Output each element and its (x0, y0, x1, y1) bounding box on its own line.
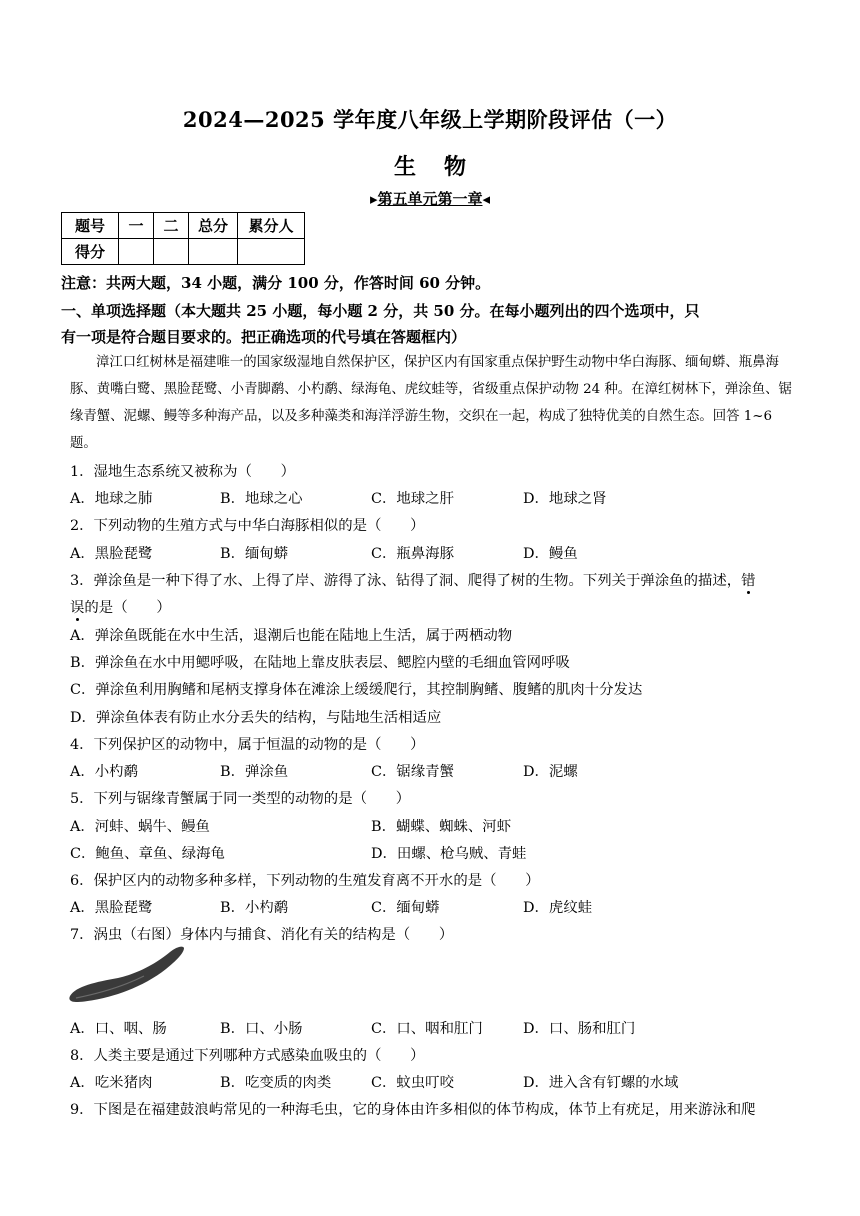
section1-heading-line1: 一、单项选择题（本大题共 25 小题，每小题 2 分，共 50 分。在每小题列出的四个选项中，只 (61, 302, 700, 320)
score-table-header-row (62, 213, 305, 239)
question-4-option-a: A．小杓鹬 (70, 764, 138, 780)
question-4-stem: 4．下列保护区的动物中，属于恒温的动物的是（ ） (70, 737, 425, 753)
unit-prefix-icon: ▸ (369, 190, 378, 208)
emphasis-char: 误 (70, 600, 85, 616)
question-2-option-c: C．瓶鼻海豚 (371, 546, 454, 562)
score-cell: 题号 (62, 213, 119, 239)
unit-text: 第五单元第一章 (377, 190, 483, 208)
score-cell: 一 (119, 213, 154, 239)
question-7-option-c: C．口、咽和肛门 (371, 1021, 483, 1037)
question-8-option-d: D．进入含有钉螺的水域 (523, 1075, 679, 1091)
question-3-stem-text: 的是（ ） (84, 600, 171, 616)
question-3-option-b: B．弹涂鱼在水中用鳃呼吸，在陆地上靠皮肤表层、鳃腔内壁的毛细血管网呼吸 (70, 655, 570, 671)
question-8-stem: 8．人类主要是通过下列哪种方式感染血吸虫的（ ） (70, 1048, 425, 1064)
question-1-option-d: D．地球之肾 (523, 491, 607, 507)
unit-suffix-icon: ◂ (482, 190, 491, 208)
question-1-stem: 1．湿地生态系统又被称为（ ） (70, 464, 296, 480)
question-6-option-a: A．黑脸琵鹭 (70, 900, 153, 916)
score-input-cell[interactable] (189, 239, 238, 265)
question-4-option-c: C．锯缘青蟹 (371, 764, 454, 780)
question-1-option-b: B．地球之心 (220, 491, 303, 507)
question-3-option-d: D．弹涂鱼体表有防止水分丢失的结构，与陆地生活相适应 (70, 710, 442, 726)
score-input-cell[interactable] (154, 239, 189, 265)
score-cell: 累分人 (238, 213, 305, 239)
question-8-option-b: B．吃变质的肉类 (220, 1075, 332, 1091)
score-cell: 二 (154, 213, 189, 239)
question-9-stem: 9．下图是在福建鼓浪屿常见的一种海毛虫，它的身体由许多相似的体节构成，体节上有疣足，用来游泳和爬 (70, 1102, 756, 1118)
question-7-option-a: A．口、咽、肠 (70, 1021, 167, 1037)
question-8-option-c: C．蚊虫叮咬 (371, 1075, 454, 1091)
score-input-cell[interactable] (238, 239, 305, 265)
question-3-option-a: A．弹涂鱼既能在水中生活，退潮后也能在陆地上生活，属于两栖动物 (70, 628, 513, 644)
question-5-option-c: C．鲍鱼、章鱼、绿海龟 (70, 846, 225, 862)
question-5-option-d: D．田螺、枪乌贼、青蛙 (371, 846, 527, 862)
exam-title: 2024—2025 学年度八年级上学期阶段评估（一） (182, 107, 678, 132)
question-3-stem-line2 (70, 596, 171, 617)
section1-heading-line2: 有一项是符合题目要求的。把正确选项的代号填在答题框内） (61, 328, 467, 346)
question-6-option-b: B．小杓鹬 (220, 900, 289, 916)
question-5-option-a: A．河蚌、蜗牛、鳗鱼 (70, 819, 210, 835)
question-2-option-a: A．黑脸琵鹭 (70, 546, 153, 562)
emphasis-char: 错 (741, 573, 756, 589)
score-cell: 总分 (189, 213, 238, 239)
question-6-option-c: C．缅甸蟒 (371, 900, 440, 916)
question-4-option-b: B．弹涂鱼 (220, 764, 289, 780)
unit-label (0, 188, 860, 209)
question-3-option-c: C．弹涂鱼利用胸鳍和尾柄支撑身体在滩涂上缓缓爬行，其控制胸鳍、腹鳍的肌肉十分发达 (70, 682, 643, 698)
question-3-stem-line1 (70, 569, 756, 590)
question-1-option-a: A．地球之肺 (70, 491, 153, 507)
question-2-option-b: B．缅甸蟒 (220, 546, 289, 562)
question-2-stem: 2．下列动物的生殖方式与中华白海豚相似的是（ ） (70, 518, 425, 534)
question-2-option-d: D．鳗鱼 (523, 546, 578, 562)
question-3-stem-text: 3．弹涂鱼是一种下得了水、上得了岸、游得了泳、钻得了洞、爬得了树的生物。下列关于弹涂鱼的描述， (70, 573, 742, 589)
score-table (61, 212, 305, 265)
score-table-score-row (62, 239, 305, 265)
question-8-option-a: A．吃米猪肉 (70, 1075, 153, 1091)
subject-title: 生物 (393, 154, 494, 180)
question-1-option-c: C．地球之肝 (371, 491, 454, 507)
score-input-cell[interactable] (119, 239, 154, 265)
reading-passage: 漳江口红树林是福建唯一的国家级湿地自然保护区，保护区内有国家重点保护野生动物中华白海豚、缅甸蟒、瓶鼻海豚、黄嘴白鹭、黑脸琵鹭、小青脚鹬、小杓鹬、绿海龟、虎纹蛙等，省级重点保护动物 24 种。在漳红树林下，弹涂鱼、锯缘青蟹、泥螺、鳗等多种海产品，以及多种藻类和海洋浮游生物，交织在一起，构成了独特优美的自然生态。回答 1~6 题。 (70, 355, 792, 451)
question-6-option-d: D．虎纹蛙 (523, 900, 593, 916)
question-6-stem: 6．保护区内的动物多种多样，下列动物的生殖发育离不开水的是（ ） (70, 873, 540, 889)
planarian-image (66, 942, 188, 1008)
notice: 注意：共两大题，34 小题，满分 100 分，作答时间 60 分钟。 (61, 274, 491, 292)
score-cell: 得分 (62, 239, 119, 265)
question-7-option-b: B．口、小肠 (220, 1021, 303, 1037)
question-7-stem: 7．涡虫（右图）身体内与捕食、消化有关的结构是（ ） (70, 927, 454, 943)
question-4-option-d: D．泥螺 (523, 764, 578, 780)
question-5-stem: 5．下列与锯缘青蟹属于同一类型的动物的是（ ） (70, 791, 411, 807)
question-5-option-b: B．蝴蝶、蜘蛛、河虾 (371, 819, 512, 835)
question-7-option-d: D．口、肠和肛门 (523, 1021, 636, 1037)
